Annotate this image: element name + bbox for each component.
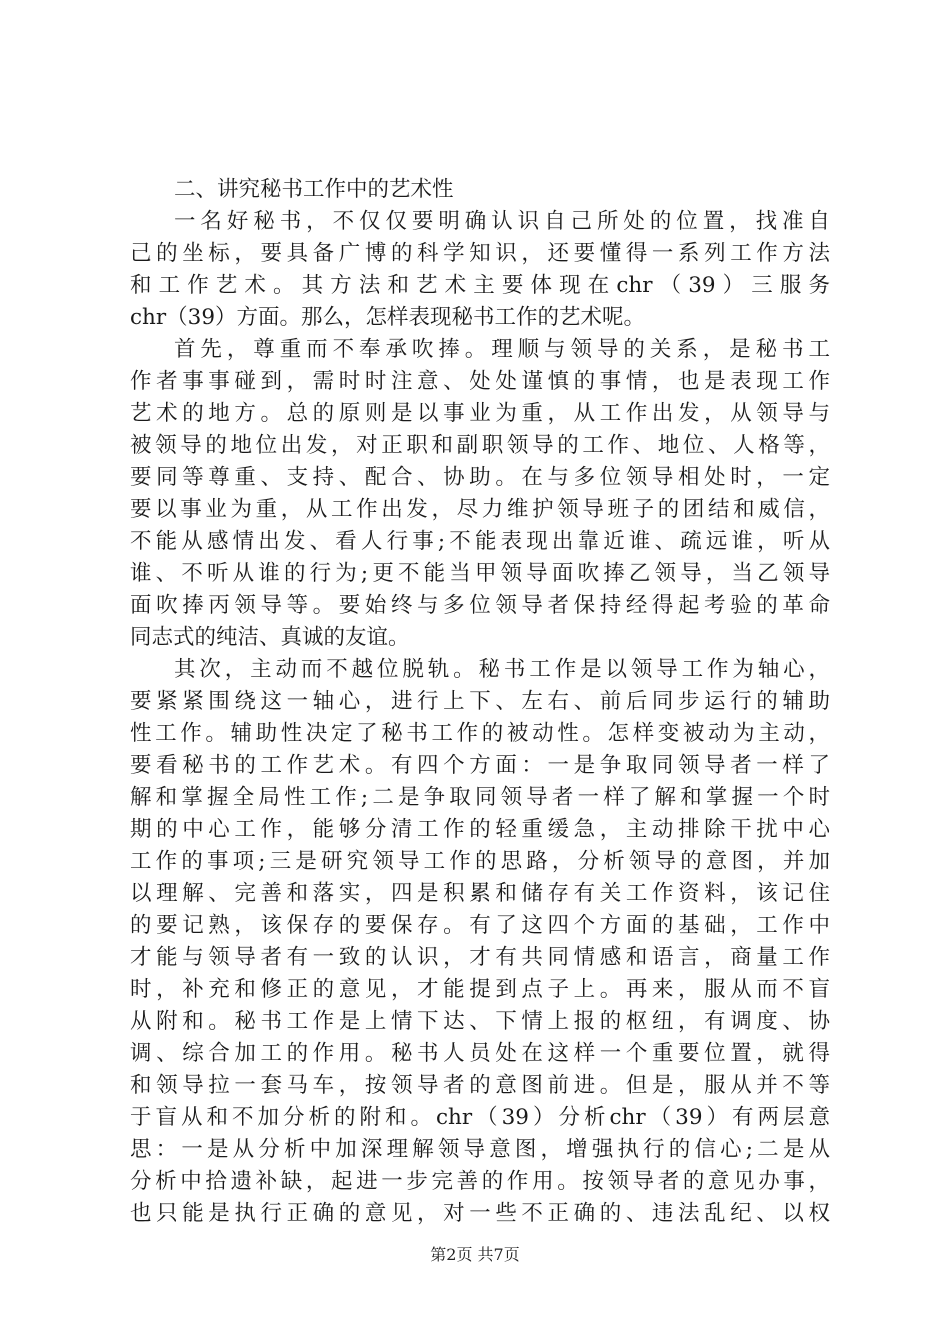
paragraph-line: 己的坐标，要具备广博的科学知识，还要懂得一系列工作方法 [130, 241, 830, 266]
paragraph-line: 解和掌握全局性工作;二是争取同领导者一样了解和掌握一个时 [130, 785, 830, 810]
paragraph-line: 艺术的地方。总的原则是以事业为重，从工作出发，从领导与 [130, 401, 830, 426]
paragraph-line: 分析中拾遗补缺，起进一步完善的作用。按领导者的意见办事， [130, 1169, 830, 1194]
section-heading: 二、讲究秘书工作中的艺术性 [174, 177, 454, 202]
paragraph-line: 要以事业为重，从工作出发，尽力维护领导班子的团结和威信， [130, 497, 830, 522]
paragraph-line: 要看秘书的工作艺术。有四个方面：一是争取同领导者一样了 [130, 753, 830, 778]
paragraph-line: 谁、不听从谁的行为;更不能当甲领导面吹捧乙领导，当乙领导 [130, 561, 830, 586]
paragraph-line: 思：一是从分析中加深理解领导意图，增强执行的信心;二是从 [130, 1137, 830, 1162]
paragraph-line: 才能与领导者有一致的认识，才有共同情感和语言，商量工作 [130, 945, 830, 970]
paragraph-line: 作者事事碰到，需时时注意、处处谨慎的事情，也是表现工作 [130, 369, 830, 394]
paragraph-line: 从附和。秘书工作是上情下达、下情上报的枢纽，有调度、协 [130, 1009, 830, 1034]
paragraph-line: 期的中心工作，能够分清工作的轻重缓急，主动排除干扰中心 [130, 817, 830, 842]
paragraph-line: 工作的事项;三是研究领导工作的思路，分析领导的意图，并加 [130, 849, 830, 874]
paragraph-line: 同志式的纯洁、真诚的友谊。 [130, 625, 410, 650]
paragraph-line: 调、综合加工的作用。秘书人员处在这样一个重要位置，就得 [130, 1041, 830, 1066]
paragraph-line: 面吹捧丙领导等。要始终与多位领导者保持经得起考验的革命 [130, 593, 830, 618]
paragraph-line: 其次，主动而不越位脱轨。秘书工作是以领导工作为轴心， [174, 657, 830, 682]
paragraph-line: 性工作。辅助性决定了秘书工作的被动性。怎样变被动为主动， [130, 721, 830, 746]
paragraph-line: 时，补充和修正的意见，才能提到点子上。再来，服从而不盲 [130, 977, 830, 1002]
paragraph-line: 被领导的地位出发，对正职和副职领导的工作、地位、人格等， [130, 433, 830, 458]
paragraph-line: 一名好秘书，不仅仅要明确认识自己所处的位置，找准自 [174, 209, 830, 234]
page-number-footer: 第2页 共7页 [430, 1245, 520, 1264]
paragraph-line: 和工作艺术。其方法和艺术主要体现在chr（39）三服务 [130, 273, 830, 298]
document-body [130, 174, 830, 1230]
paragraph-line: 的要记熟，该保存的要保存。有了这四个方面的基础，工作中 [130, 913, 830, 938]
paragraph-line: 不能从感情出发、看人行事;不能表现出靠近谁、疏远谁，听从 [130, 529, 830, 554]
paragraph-line: 以理解、完善和落实，四是积累和储存有关工作资料，该记住 [130, 881, 830, 906]
paragraph-line: 首先，尊重而不奉承吹捧。理顺与领导的关系，是秘书工 [174, 337, 830, 362]
paragraph-line: chr（39）方面。那么，怎样表现秘书工作的艺术呢。 [130, 305, 646, 330]
paragraph-line: 也只能是执行正确的意见，对一些不正确的、违法乱纪、以权 [130, 1201, 830, 1226]
paragraph-line: 和领导拉一套马车，按领导者的意图前进。但是，服从并不等 [130, 1073, 830, 1098]
paragraph-line: 要同等尊重、支持、配合、协助。在与多位领导相处时，一定 [130, 465, 830, 490]
paragraph-line: 要紧紧围绕这一轴心，进行上下、左右、前后同步运行的辅助 [130, 689, 830, 714]
paragraph-line: 于盲从和不加分析的附和。chr（39）分析chr（39）有两层意 [130, 1105, 830, 1130]
